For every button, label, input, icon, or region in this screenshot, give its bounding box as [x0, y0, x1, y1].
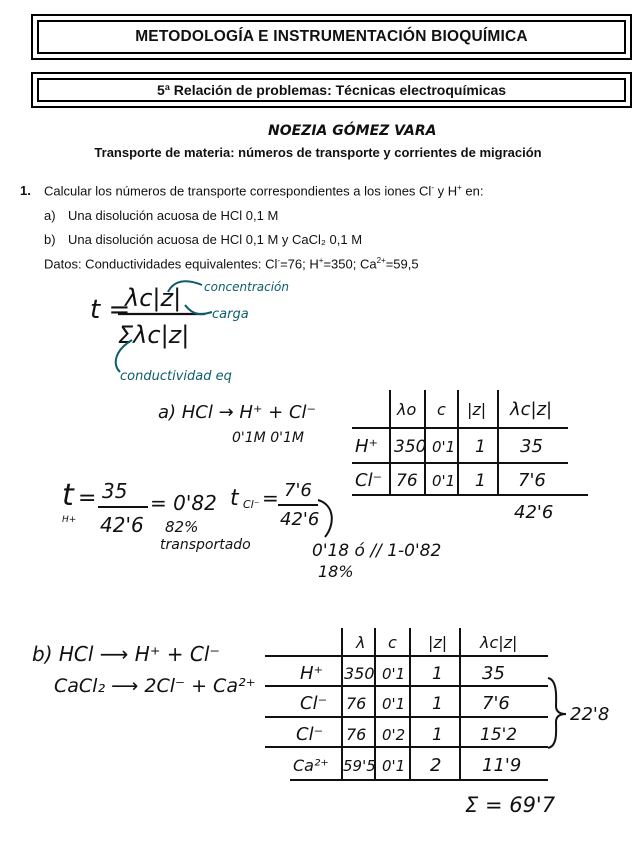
t-h-result: = 0'82	[150, 491, 217, 515]
table-b-cell: 1	[432, 664, 443, 684]
table-b-cell: 76	[346, 694, 367, 713]
item-a: a) Una disolución acuosa de HCl 0,1 M	[44, 208, 279, 223]
table-b	[265, 628, 609, 817]
t-h-denominator: 42'6	[100, 513, 144, 537]
annotation-concentration: concentración	[204, 280, 290, 294]
table-b-bracket-total: 22'8	[570, 704, 610, 725]
table-b-cell: Cl⁻	[296, 724, 324, 745]
table-b-cell: 0'1	[382, 665, 406, 683]
table-b-cell: Cl⁻	[300, 693, 328, 714]
section-heading: Transporte de materia: números de transporte y corrientes de migración	[94, 145, 542, 160]
formula-numerator: λc|z|	[125, 284, 182, 312]
t-cl-subscript: Cl⁻	[243, 498, 260, 511]
annotation-charge: carga	[212, 307, 249, 322]
t-h-subscript: H+	[62, 515, 77, 525]
problem-statement: Calcular los números de transporte correspondientes a los iones Cl- y H+ en:	[44, 183, 484, 199]
t-cl-numerator: 7'6	[284, 480, 312, 501]
table-a	[352, 390, 588, 523]
table-a-header: c	[437, 400, 446, 419]
part-a-concentrations: 0'1M 0'1M	[232, 430, 304, 446]
table-a-cell: 1	[475, 471, 486, 491]
table-a-cell: 0'1	[432, 438, 456, 456]
table-a-cell: 1	[475, 437, 486, 457]
table-b-cell: 15'2	[480, 725, 518, 745]
table-b-cell: 350	[344, 664, 375, 683]
table-b-cell: 0'1	[382, 695, 406, 713]
table-b-cell: H⁺	[300, 663, 324, 684]
table-b-cell: 1	[432, 725, 443, 745]
table-b-bracket	[548, 678, 566, 748]
item-b: b) Una disolución acuosa de HCl 0,1 M y CaCl₂ 0,1 M	[44, 232, 363, 247]
arrow-to-charge	[185, 305, 212, 314]
table-b-cell: 7'6	[482, 693, 510, 714]
t-h-label: t	[62, 478, 74, 513]
table-a-cell: 350	[394, 437, 427, 457]
part-a-reaction: a) HCl → H⁺ + Cl⁻	[158, 402, 317, 423]
table-b-cell: 1	[432, 694, 443, 714]
document-subtitle: 5ª Relación de problemas: Técnicas electroquímicas	[37, 78, 626, 102]
table-b-header: |z|	[428, 633, 448, 652]
table-b-cell: 2	[430, 755, 442, 776]
t-h-equals: =	[78, 486, 97, 511]
t-cl-arrow	[318, 500, 332, 537]
table-b-header: c	[388, 633, 397, 652]
table-b-cell: 11'9	[482, 755, 522, 776]
t-cl-percent: 18%	[318, 562, 354, 581]
part-b-reaction-2: CaCl₂ ⟶ 2Cl⁻ + Ca²⁺	[54, 675, 256, 697]
table-a-cell: 76	[396, 471, 418, 491]
formula-t: t =	[90, 295, 131, 325]
document-title: METODOLOGÍA E INSTRUMENTACIÓN BIOQUÍMICA	[37, 20, 626, 54]
t-cl-denominator: 42'6	[280, 509, 320, 530]
table-a-total: 42'6	[514, 502, 554, 523]
table-a-header: λo	[397, 400, 417, 419]
t-cl-label: t	[230, 486, 239, 511]
table-b-cell: 0'1	[382, 757, 406, 775]
annotation-conductivity: conductividad eq	[120, 369, 232, 384]
transported-label: transportado	[160, 537, 251, 553]
table-b-sum: Σ = 69'7	[465, 793, 556, 817]
t-h-numerator: 35	[102, 479, 128, 503]
table-a-cell: 7'6	[518, 470, 546, 491]
table-b-cell: 59'5	[343, 757, 376, 775]
table-a-cell: Cl⁻	[355, 470, 383, 491]
t-cl-equals: =	[262, 486, 279, 510]
table-a-header: λc|z|	[510, 399, 553, 420]
table-b-cell: 76	[346, 725, 367, 744]
table-b-header: λc|z|	[480, 633, 518, 652]
table-b-header: λ	[356, 633, 366, 652]
table-b-cell: 0'2	[382, 726, 406, 744]
table-b-cell: Ca²⁺	[293, 756, 329, 775]
table-b-cell: 35	[482, 663, 505, 684]
table-a-header: |z|	[467, 400, 487, 419]
table-a-cell: H⁺	[355, 436, 379, 457]
table-a-cell: 35	[520, 436, 543, 457]
t-cl-result: 0'18 ó // 1-0'82	[312, 541, 442, 561]
handwritten-name: NOEZIA GÓMEZ VARA	[268, 123, 437, 139]
part-b-reaction-1: b) HCl ⟶ H⁺ + Cl⁻	[32, 642, 220, 666]
problem-number: 1.	[20, 183, 31, 198]
t-h-percent: 82%	[165, 518, 199, 536]
data-line: Datos: Conductividades equivalentes: Cl-=76; H+=350; $Ca^{2+}=59,5$	[44, 256, 419, 272]
formula-denominator: Σλc|z|	[118, 321, 190, 349]
table-a-cell: 0'1	[432, 472, 456, 490]
